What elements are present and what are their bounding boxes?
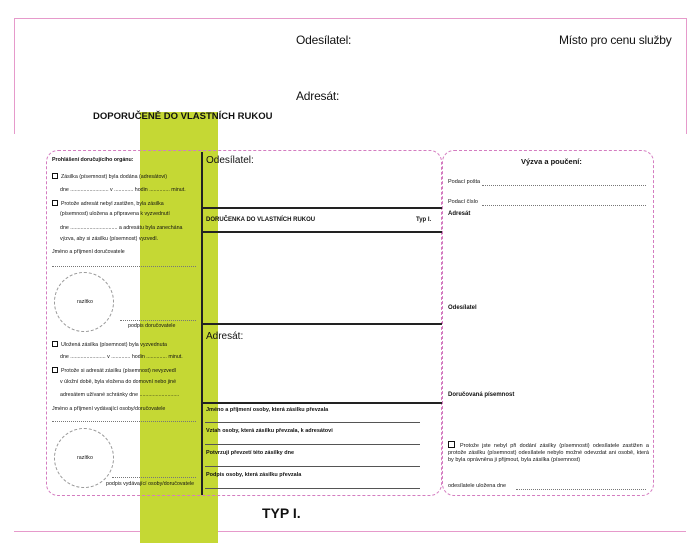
- delivered-text: Zásilka (písemnost) byla dodána (adresátovi): [61, 174, 167, 180]
- notice-text: Protože jste nebyl při dodání zásilky (písemnosti) odesílatele zastižen a protože zásilku (písemnost) odesílatele nebylo možné odevzdat ani osobě, která by byla oprávněna ji přijmout, byla zásilka (písemnost): [448, 443, 649, 463]
- row-relationship: Vztah osoby, která zásilku převzala, k adresátovi: [206, 428, 333, 434]
- not-found-text-4: výzva, aby si zásilku (písemnost) vyzvedl.: [60, 236, 159, 242]
- not-picked-text-1: Protože si adresát zásilku (písemnost) nevyzvedl: [61, 368, 176, 374]
- header-addressee-label: Adresát:: [296, 89, 340, 103]
- left-border-line: [14, 18, 15, 134]
- notice-checkbox[interactable]: [448, 441, 455, 448]
- courier-name-label: Jméno a příjmení doručovatele: [52, 249, 125, 255]
- row-recipient-name: Jméno a příjmení osoby, která zásilku převzala: [206, 407, 329, 413]
- header-price-label: Místo pro cenu služby: [559, 33, 672, 47]
- right-sender-label: Odesílatel: [448, 305, 477, 311]
- notice-paragraph: [448, 441, 649, 464]
- row-line-1: [205, 422, 420, 423]
- document-label: Doručovaná písemnost: [448, 392, 515, 398]
- receipt-title: DORUČENKA DO VLASTNÍCH RUKOU: [206, 217, 316, 223]
- row-confirm-date: Potvrzuji převzetí této zásilky dne: [206, 450, 295, 456]
- stamp-label-2: razítko: [77, 455, 93, 461]
- courier-name-line: [52, 266, 196, 267]
- footer-type-label: TYP I.: [262, 505, 301, 521]
- receipt-top-rule: [201, 207, 442, 209]
- delivered-option: [52, 173, 167, 180]
- service-title: DOPORUČENĚ DO VLASTNÍCH RUKOU: [93, 111, 273, 122]
- issuer-sign-line: [112, 477, 196, 478]
- row-line-3: [205, 466, 420, 467]
- not-picked-text-3: adresátem užívané schránky dne ...........................: [60, 392, 180, 398]
- row-line-2: [205, 444, 420, 445]
- not-found-text-1: Protože adresát nebyl zastižen, byla zásilka: [61, 201, 164, 207]
- issuer-name-label: Jméno a příjmení vydávající osoby/doručovatele: [52, 406, 166, 412]
- post-office-label: Podací pošta: [448, 179, 481, 185]
- courier-sign-line: [120, 320, 196, 321]
- addressee-top-rule: [201, 323, 442, 325]
- not-found-option: [52, 200, 164, 207]
- not-found-text-2: (písemnost) uložena a připravena k vyzvednutí: [60, 211, 170, 217]
- not-found-text-3: dne ................................ a adresátu byla zanechána: [60, 225, 183, 231]
- row-signature: Podpis osoby, která zásilku převzala: [206, 472, 302, 478]
- delivered-checkbox[interactable]: [52, 173, 58, 179]
- middle-sender-label: Odesílatel:: [206, 155, 254, 166]
- header-sender-label: Odesílatel:: [296, 33, 352, 47]
- not-picked-text-2: v úložní době, byla vložena do domovní nebo jiné: [60, 379, 177, 385]
- top-border-line: [14, 18, 686, 19]
- stored-on-label: odesílatele uložena dne: [448, 483, 507, 489]
- issuer-sign-label: podpis vydávající osoby/doručovatele: [106, 481, 195, 487]
- left-panel-title: Prohlášení doručujícího orgánu:: [52, 157, 134, 163]
- date-line-2: dne ........................ v ............. hodin .............. minut.: [60, 354, 183, 360]
- not-found-checkbox[interactable]: [52, 200, 58, 206]
- not-picked-option: [52, 367, 176, 374]
- post-number-line: [482, 205, 646, 206]
- receipt-bottom-rule: [201, 231, 442, 233]
- courier-sign-label: podpis doručovatele: [128, 323, 176, 329]
- post-office-line: [482, 185, 646, 186]
- row-line-4: [205, 488, 420, 489]
- not-picked-checkbox[interactable]: [52, 367, 58, 373]
- right-border-line: [686, 18, 687, 134]
- issuer-name-line: [52, 421, 196, 422]
- picked-text: Uložená zásilka (písemnost) byla vyzvednuta: [61, 342, 167, 348]
- receipt-type-label: Typ I.: [416, 217, 432, 223]
- notice-title: Výzva a poučení:: [521, 157, 582, 166]
- stamp-label-1: razítko: [77, 299, 93, 305]
- middle-addressee-label: Adresát:: [206, 331, 244, 342]
- picked-option: [52, 341, 167, 348]
- right-addressee-label: Adresát: [448, 211, 471, 217]
- stored-on-line: [516, 489, 646, 490]
- bottom-border-line: [14, 531, 686, 532]
- addressee-bottom-rule: [201, 402, 442, 404]
- picked-checkbox[interactable]: [52, 341, 58, 347]
- date-line-1: dne .......................... v ............. hodin .............. minut.: [60, 187, 186, 193]
- post-number-label: Podací číslo: [448, 199, 478, 205]
